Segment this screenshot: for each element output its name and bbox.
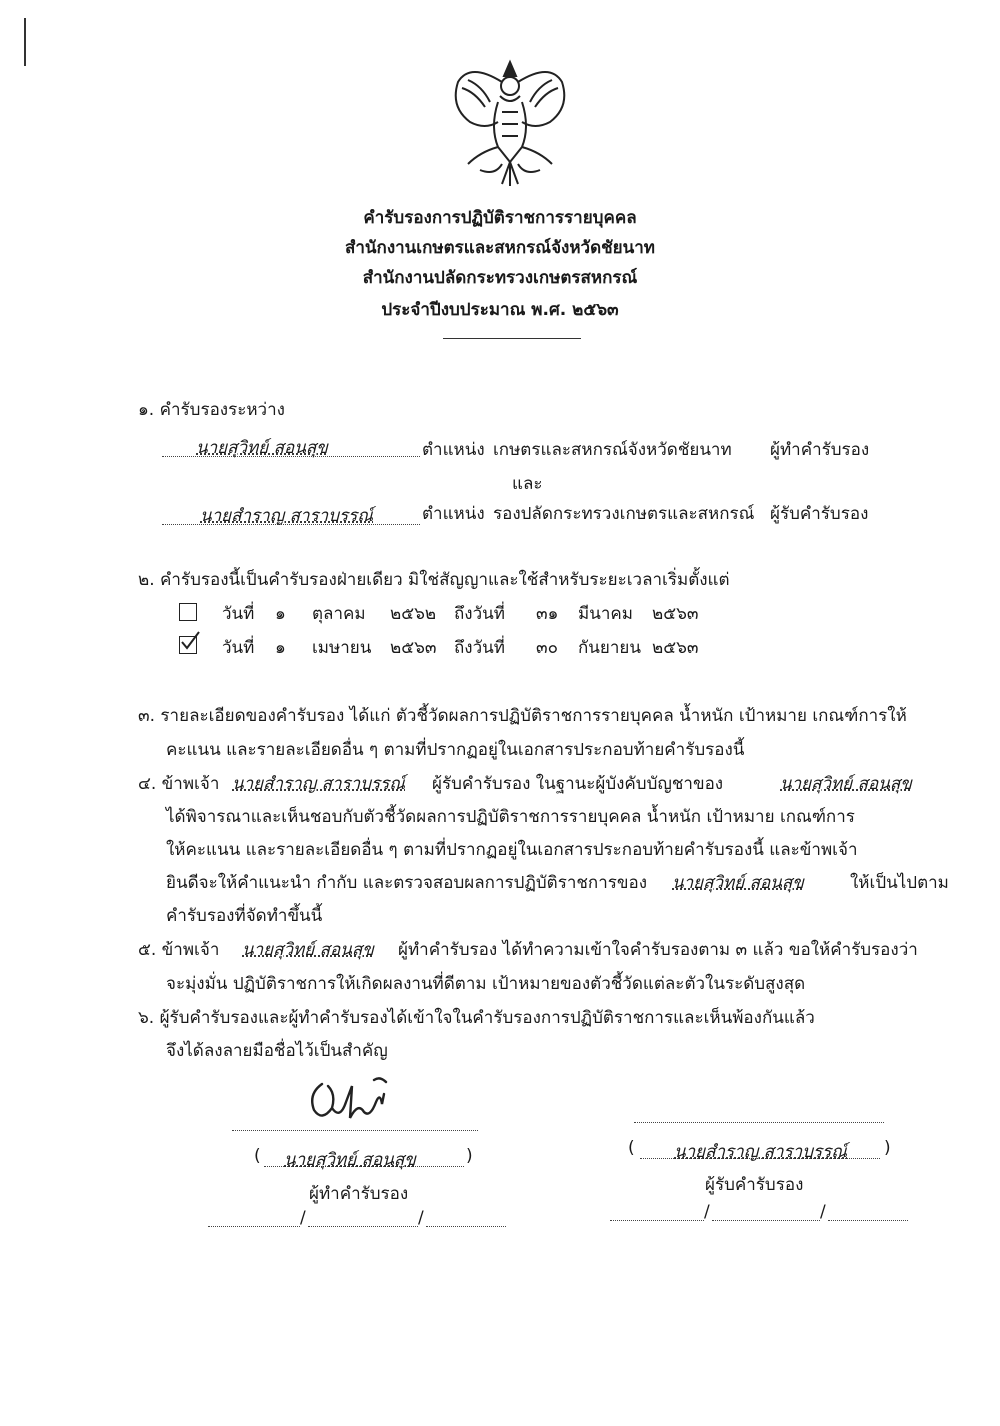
section-4-subordinate-name-2: นายสุวิทย์ สอนสุข <box>672 873 804 893</box>
signature-image <box>300 1072 400 1130</box>
period-2-to-day: ๓๐ <box>536 638 558 658</box>
period-1-checkbox[interactable] <box>179 603 197 621</box>
right-date-month-dots <box>712 1220 820 1221</box>
position-label-2: ตำแหน่ง <box>422 504 485 524</box>
section-5-line-1-a: ๕. ข้าพเจ้า <box>138 940 220 960</box>
period-1-from-year: ๒๕๖๒ <box>390 604 437 624</box>
period-2-from-year: ๒๕๖๓ <box>390 638 437 658</box>
left-date-year-dots <box>426 1226 506 1227</box>
section-2-heading: ๒. คำรับรองนี้เป็นคำรับรองฝ่ายเดียว มิใช่สัญญาและใช้สำหรับระยะเวลาเริ่มตั้งแต่ <box>138 570 730 590</box>
document-title-line-1: คำรับรองการปฏิบัติราชการรายบุคคล <box>363 208 637 228</box>
right-date-slash-2: / <box>820 1202 826 1222</box>
period-2-from-label: วันที่ <box>222 638 255 658</box>
left-paren-open: ( <box>254 1146 261 1166</box>
section-3-line-1: ๓. รายละเอียดของคำรับรอง ได้แก่ ตัวชี้วัดผลการปฏิบัติราชการรายบุคคล น้ำหนัก เป้าหมาย เกณฑ์การให้ <box>138 706 907 726</box>
and-label: และ <box>512 474 543 494</box>
section-4-line-1-a: ๔. ข้าพเจ้า <box>138 774 220 794</box>
left-paren-close: ) <box>466 1146 473 1166</box>
section-4-line-4-c: ให้เป็นไปตาม <box>850 873 949 893</box>
right-paren-open: ( <box>628 1138 635 1158</box>
checkmark-icon <box>179 631 201 653</box>
section-5-line-1-c: ผู้ทำคำรับรอง ได้ทำความเข้าใจคำรับรองตาม ๓ แล้ว ขอให้คำรับรองว่า <box>398 940 918 960</box>
period-2-from-day: ๑ <box>275 638 286 658</box>
right-date-slash-1: / <box>704 1202 710 1222</box>
party1-role: ผู้ทำคำรับรอง <box>770 440 870 460</box>
document-title-line-3: สำนักงานปลัดกระทรวงเกษตรสหกรณ์ <box>362 268 638 288</box>
section-5-name: นายสุวิทย์ สอนสุข <box>242 940 374 960</box>
section-4-superior-name: นายสำราญ สาราบรรณ์ <box>232 774 406 794</box>
party2-position: รองปลัดกระทรวงเกษตรและสหกรณ์ <box>493 504 755 524</box>
party1-name: นายสุวิทย์ สอนสุข <box>196 438 328 458</box>
position-label-1: ตำแหน่ง <box>422 440 485 460</box>
left-signature-line <box>232 1130 478 1131</box>
left-signer-name: นายสุวิทย์ สอนสุข <box>284 1150 416 1170</box>
section-6-line-2: จึงได้ลงลายมือชื่อไว้เป็นสำคัญ <box>166 1041 388 1061</box>
party1-position: เกษตรและสหกรณ์จังหวัดชัยนาท <box>493 440 732 460</box>
period-2-from-month: เมษายน <box>312 638 372 658</box>
right-signer-name: นายสำราญ สาราบรรณ์ <box>674 1142 848 1162</box>
period-1-from-label: วันที่ <box>222 604 255 624</box>
period-1-to-month: มีนาคม <box>578 604 633 624</box>
section-4-line-1-c: ผู้รับคำรับรอง ในฐานะผู้บังคับบัญชาของ <box>432 774 724 794</box>
document-title-line-2: สำนักงานเกษตรและสหกรณ์จังหวัดชัยนาท <box>345 238 655 258</box>
party2-name: นายสำราญ สาราบรรณ์ <box>200 506 374 526</box>
section-4-line-2: ได้พิจารณาและเห็นชอบกับตัวชี้วัดผลการปฏิบัติราชการรายบุคคล น้ำหนัก เป้าหมาย เกณฑ์การ <box>166 807 855 827</box>
period-1-from-day: ๑ <box>275 604 286 624</box>
left-date-slash-1: / <box>300 1208 306 1228</box>
right-date-day-dots <box>610 1220 704 1221</box>
right-signer-role: ผู้รับคำรับรอง <box>705 1175 804 1195</box>
left-date-slash-2: / <box>418 1208 424 1228</box>
section-4-line-4-a: ยินดีจะให้คำแนะนำ กำกับ และตรวจสอบผลการปฏิบัติราชการของ <box>166 873 648 893</box>
section-4-line-3: ให้คะแนน และรายละเอียดอื่น ๆ ตามที่ปรากฏอยู่ในเอกสารประกอบท้ายคำรับรองนี้ และข้าพเจ้า <box>166 840 858 860</box>
right-paren-close: ) <box>884 1138 891 1158</box>
section-3-line-2: คะแนน และรายละเอียดอื่น ๆ ตามที่ปรากฏอยู่ในเอกสารประกอบท้ายคำรับรองนี้ <box>166 740 745 760</box>
period-2-to-month: กันยายน <box>578 638 642 658</box>
period-2-to-label: ถึงวันที่ <box>454 638 505 658</box>
period-2-to-year: ๒๕๖๓ <box>652 638 699 658</box>
document-title-line-4: ประจำปีงบประมาณ พ.ศ. ๒๕๖๓ <box>381 300 619 320</box>
right-date-year-dots <box>828 1220 908 1221</box>
left-date-day-dots <box>208 1226 300 1227</box>
period-1-from-month: ตุลาคม <box>312 604 366 624</box>
right-signature-line <box>634 1122 884 1123</box>
margin-mark <box>24 18 26 66</box>
period-1-to-day: ๓๑ <box>536 604 559 624</box>
title-underline <box>443 338 581 339</box>
garuda-emblem-icon <box>440 52 580 192</box>
section-1-heading: ๑. คำรับรองระหว่าง <box>138 400 285 420</box>
left-date-month-dots <box>308 1226 418 1227</box>
left-signer-role: ผู้ทำคำรับรอง <box>309 1184 409 1204</box>
period-1-to-label: ถึงวันที่ <box>454 604 505 624</box>
period-2-checkbox[interactable] <box>179 636 197 654</box>
section-6-line-1: ๖. ผู้รับคำรับรองและผู้ทำคำรับรองได้เข้าใจในคำรับรองการปฏิบัติราชการและเห็นพ้องกันแล้ว <box>138 1008 815 1028</box>
section-4-subordinate-name: นายสุวิทย์ สอนสุข <box>780 774 912 794</box>
period-1-to-year: ๒๕๖๓ <box>652 604 699 624</box>
section-5-line-2: จะมุ่งมั่น ปฏิบัติราชการให้เกิดผลงานที่ดีตาม เป้าหมายของตัวชี้วัดแต่ละตัวในระดับสูงสุด <box>166 974 806 994</box>
party2-role: ผู้รับคำรับรอง <box>770 504 869 524</box>
section-4-line-5: คำรับรองที่จัดทำขึ้นนี้ <box>166 906 323 926</box>
